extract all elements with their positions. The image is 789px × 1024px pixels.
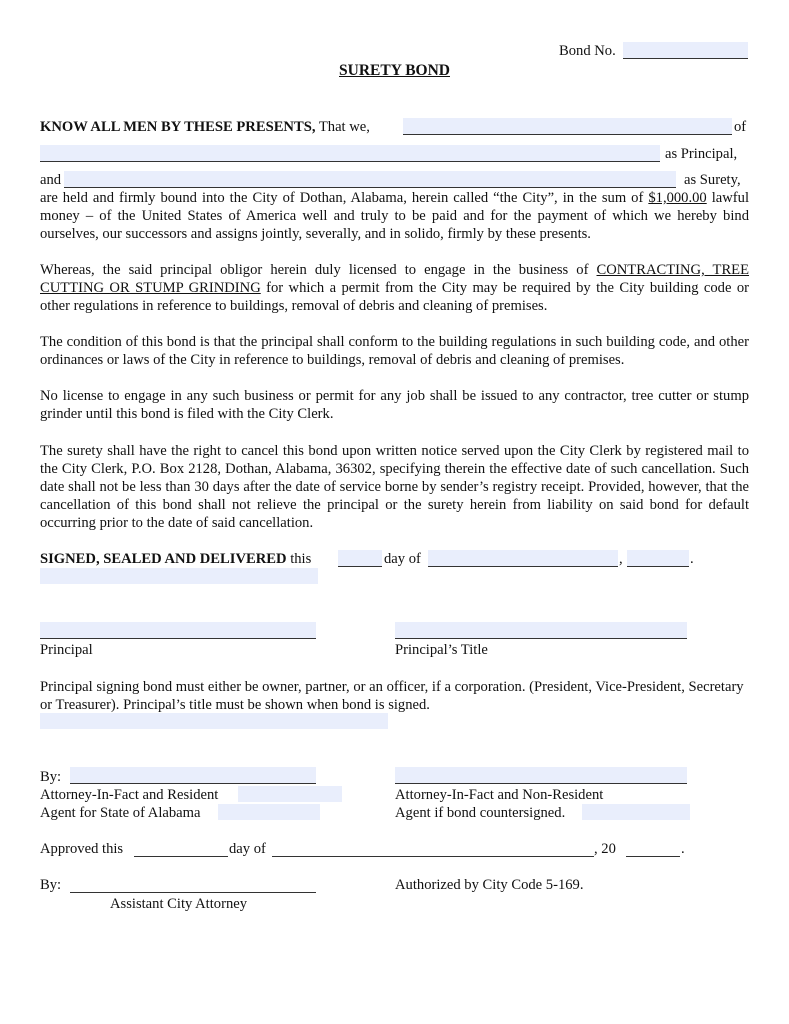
license-paragraph: No license to engage in any such business or permit for any job shall be issued to any contractor, tree cutter or stump grinder until this bond is filed with the City Clerk. <box>40 388 749 422</box>
and-label: and <box>40 172 62 188</box>
approved-period: . <box>681 841 685 857</box>
bond-sum: $1,000.00 <box>648 190 707 206</box>
resident-attorney-signature-field[interactable] <box>70 767 316 784</box>
city-attorney-signature-line[interactable] <box>70 892 316 893</box>
principal-note: Principal signing bond must either be owner, partner, or an officer, if a corporation. (President, Vice-President, Secretary or Treasurer). Principal’s title must be shown when bond is signed. <box>40 679 744 713</box>
whereas-text-1: Whereas, the said principal obligor herein duly licensed to engage in the business of <box>40 262 597 278</box>
document-title: SURETY BOND <box>339 62 450 79</box>
by-label-city-attorney: By: <box>40 877 62 893</box>
principal-signature-field[interactable] <box>40 622 316 639</box>
assistant-city-attorney-label: Assistant City Attorney <box>110 896 248 912</box>
authorized-code-label: Authorized by City Code 5-169. <box>395 877 584 893</box>
resident-extra-field-2[interactable] <box>218 804 320 820</box>
nonresident-extra-field[interactable] <box>582 804 690 820</box>
signed-line <box>40 550 311 568</box>
approved-month-line[interactable] <box>272 856 594 857</box>
signed-comma: , <box>619 551 623 567</box>
approved-year-prefix: , 20 <box>594 841 616 857</box>
resident-attorney-label-1: Attorney-In-Fact and Resident <box>40 787 219 803</box>
signed-year-field[interactable] <box>627 550 689 567</box>
whereas-text-2: for which a permit from the City may be required by the City building code or other regulations in reference to buildings, removal of debris and cleaning of premises. <box>40 280 749 314</box>
principal-name-field[interactable] <box>403 118 732 135</box>
intro-body <box>40 189 749 243</box>
principal-title-field[interactable] <box>395 622 687 639</box>
principal-address-field[interactable] <box>40 145 660 162</box>
signed-bold: SIGNED, SEALED AND DELIVERED <box>40 551 287 567</box>
intro-lead <box>40 118 370 136</box>
resident-extra-field-1[interactable] <box>238 786 342 802</box>
nonresident-attorney-label-1: Attorney-In-Fact and Non-Resident <box>395 787 604 803</box>
intro-body-1: are held and firmly bound into the City of Dothan, Alabama, herein called “the City”, in the sum of <box>40 190 649 206</box>
note-extra-field[interactable] <box>40 713 388 729</box>
signed-day-of-label: day of <box>384 551 421 567</box>
whereas-paragraph <box>40 261 749 315</box>
nonresident-attorney-signature-field[interactable] <box>395 767 687 784</box>
condition-paragraph: The condition of this bond is that the principal shall conform to the building regulations in such building code, and other ordinances or laws of the City in reference to buildings, removal of debris and cleaning of premises. <box>40 334 749 368</box>
surety-name-field[interactable] <box>64 171 676 188</box>
principal-title-label: Principal’s Title <box>395 642 488 658</box>
by-label-attorney: By: <box>40 769 62 785</box>
signed-period: . <box>690 551 694 567</box>
intro-lead-rest: That we, <box>315 119 370 135</box>
signed-month-field[interactable] <box>428 550 618 567</box>
principal-label: Principal <box>40 642 93 658</box>
intro-body-2: lawful money – of the United States of America well and truly to be paid and for the payment of which we hereby bind ourselves, our successors and assigns jointly, severally, and in solido, firmly by these presents. <box>40 190 749 242</box>
signed-this-label: this <box>286 551 312 567</box>
approved-day-of-label: day of <box>229 841 266 857</box>
business-type: CONTRACTING, TREE CUTTING OR STUMP GRINDING <box>40 262 750 296</box>
cancellation-paragraph: The surety shall have the right to cancel this bond upon written notice served upon the City Clerk by registered mail to the City Clerk, P.O. Box 2128, Dothan, Alabama, 36302, specifying therein the effective date of such cancellation. Such date shall not be less than 30 days after the date of service borne by sender’s registry receipt. Provided, however, that the cancellation of this bond shall not relieve the principal or the surety herein from liability on said bond for default occurring prior to the date of said cancellation. <box>40 443 749 531</box>
approved-this-label: Approved this <box>40 841 124 857</box>
approved-day-line[interactable] <box>134 856 228 857</box>
resident-attorney-label-2: Agent for State of Alabama <box>40 805 201 821</box>
of-label: of <box>734 119 747 135</box>
nonresident-attorney-label-2: Agent if bond countersigned. <box>395 805 566 821</box>
as-surety-label: as Surety, <box>684 172 741 188</box>
bond-no-field[interactable] <box>623 42 748 59</box>
signed-day-field[interactable] <box>338 550 382 567</box>
intro-lead-bold: KNOW ALL MEN BY THESE PRESENTS, <box>40 119 316 135</box>
bond-no-label: Bond No. <box>559 43 616 59</box>
as-principal-label: as Principal, <box>665 146 738 162</box>
signed-extra-field[interactable] <box>40 568 318 584</box>
approved-year-line[interactable] <box>626 856 680 857</box>
